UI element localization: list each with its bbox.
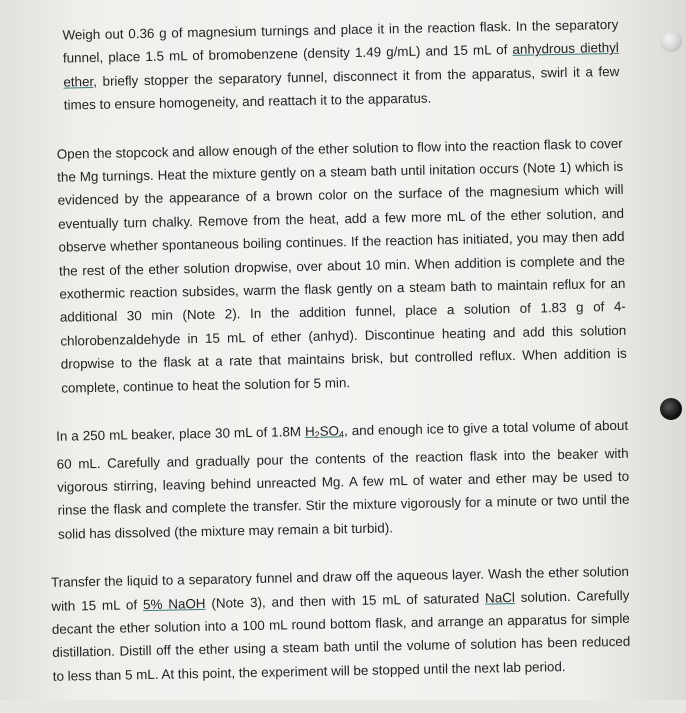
p1-text-a: Weigh out 0.36 g of magnesium turnings and place it in the reaction flask. In the separatory funnel, place 1.5 mL of bromobenzene (density 1.49 g/mL) and 15 mL of xyxy=(62,16,619,66)
binder-hole-top xyxy=(660,30,682,52)
underlined-term-anhydrous-diethyl-ether: anhydrous diethyl ether xyxy=(63,40,619,90)
p4-text-b: (Note 3), and then with 15 mL of saturated xyxy=(205,590,486,611)
sulfuric-acid-formula xyxy=(305,423,344,439)
underlined-term-nacl: NaCl xyxy=(484,589,515,606)
binder-hole-middle xyxy=(660,398,682,420)
formula-so: SO xyxy=(319,423,340,439)
p3-text-b: , and enough ice to give a total volume of about 60 mL. Carefully and gradually pour the contents of the reaction flask into the beaker with vigorous stirring, leaving behind unreacted Mg. A few mL of water and ether may be used to rinse the flask and complete the transfer. Stir the mixture vigorously for a minute or two until the solid has dissolved (the mixture may remain a bit turbid). xyxy=(56,417,630,542)
p1-text-b: , briefly stopper the separatory funnel, disconnect it from the apparatus, swirl it a few times to ensure homogeneity, and reattach it to the apparatus. xyxy=(63,63,620,113)
formula-h: H xyxy=(304,423,315,440)
paragraph-2: Open the stopcock and allow enough of the ether solution to flow into the reaction flask to cover the Mg turnings. Heat the mixture gently on a steam bath until initation occurs (Note 1) which is evidenced by the appearance of a brown color on the surface of the magnesium which will eventually turn chalky. Remove from the heat, add a few more mL of the ether solution, and observe whether spontaneous boiling continues. If the reaction has initiated, you may then add the rest of the ether solution dropwise, over about 10 min. When addition is complete and the exothermic reaction subsides, warm the flask gently on a steam bath to maintain reflux for an additional 30 min (Note 2). In the addition funnel, place a solution of 1.83 g of 4-chlorobenzaldehyde in 15 mL of ether (anhyd). Discontinue heating and add this solution dropwise to the flask at a rate that maintains brisk, but controlled reflux. When addition is complete, continue to heat the solution for 5 min. xyxy=(56,135,627,396)
formula-sub-4: 4 xyxy=(338,429,345,440)
formula-sub-2: 2 xyxy=(314,429,320,440)
paragraph-1 xyxy=(62,13,620,117)
paragraph-3 xyxy=(56,414,630,546)
p4-text-a: Transfer the liquid to a separatory funnel and draw off the aqueous layer. Wash the ether solution with 15 mL of xyxy=(50,563,630,614)
p3-text-a: In a 250 mL beaker, place 30 mL of 1.8M xyxy=(56,424,306,444)
document-content xyxy=(40,0,631,713)
underlined-term-naoh: 5% NaOH xyxy=(142,595,206,612)
paragraph-4 xyxy=(51,560,631,688)
p4-text-c: solution. Carefully decant the ether solution into a 100 mL round bottom flask, and arrange an apparatus for simple distillation. Distill off the ether using a steam bath until the volume of solution has been reduced to less than 5 mL. At this point, the experiment will be stopped until the next lab period. xyxy=(51,587,631,684)
